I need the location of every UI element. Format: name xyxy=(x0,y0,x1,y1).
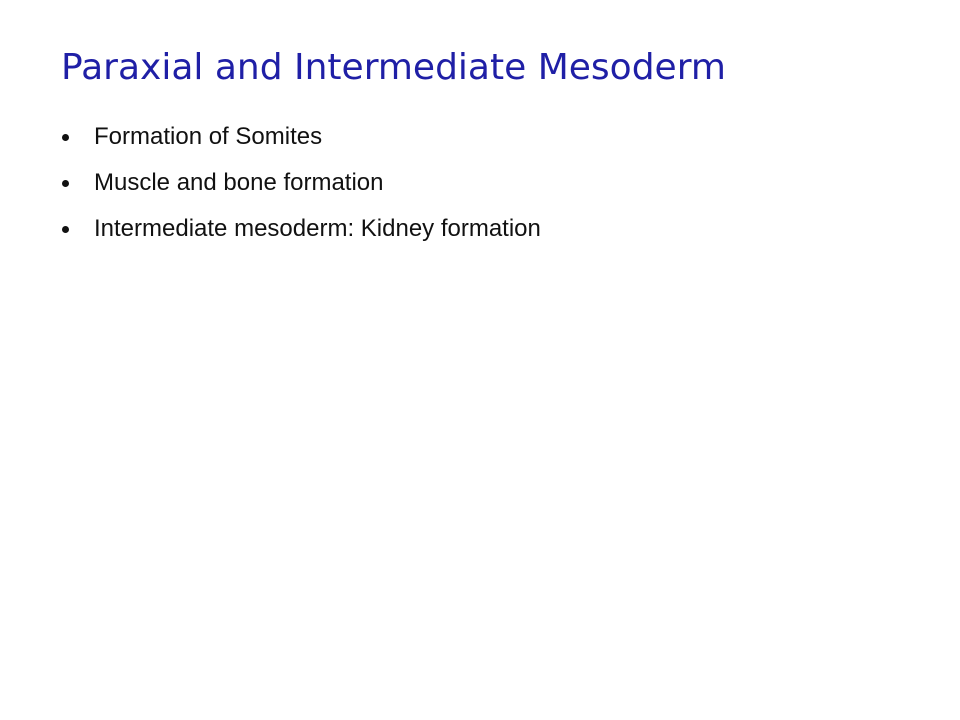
bullet-dot-icon xyxy=(62,180,69,187)
slide-title: Paraxial and Intermediate Mesoderm xyxy=(61,47,726,88)
bullet-item xyxy=(61,162,541,208)
bullet-dot-icon xyxy=(62,226,69,233)
bullet-item xyxy=(61,116,541,162)
bullet-text: Intermediate mesoderm: Kidney formation xyxy=(94,215,541,242)
bullet-list xyxy=(61,116,541,254)
bullet-text: Muscle and bone formation xyxy=(94,169,384,196)
bullet-text: Formation of Somites xyxy=(94,123,323,150)
bullet-dot-icon xyxy=(62,134,69,141)
bullet-item xyxy=(61,208,541,254)
